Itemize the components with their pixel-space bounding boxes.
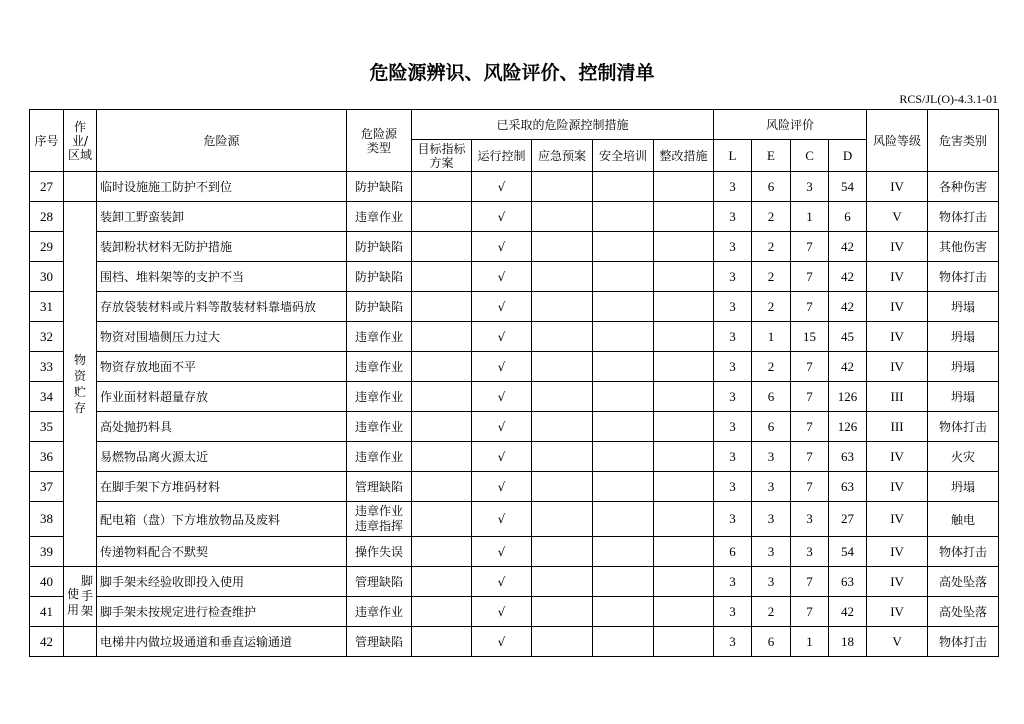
area-use-label: 使用 [66, 586, 79, 617]
E-cell: 3 [752, 472, 791, 502]
measure-fix-cell [654, 537, 714, 567]
hazard-cell: 配电箱（盘）下方堆放物品及废料 [97, 502, 347, 537]
measure-emergency-cell [532, 382, 593, 412]
table-row [30, 382, 999, 412]
measure-target-cell [412, 202, 472, 232]
table-row [30, 442, 999, 472]
measure-emergency-cell [532, 322, 593, 352]
D-cell: 126 [829, 382, 867, 412]
L-cell: 3 [714, 567, 752, 597]
level-cell: V [867, 627, 928, 657]
measure-training-cell [593, 412, 654, 442]
measure-training-cell [593, 442, 654, 472]
measure-fix-cell [654, 322, 714, 352]
L-cell: 3 [714, 597, 752, 627]
level-cell: IV [867, 442, 928, 472]
C-cell: 3 [791, 172, 829, 202]
measure-emergency-cell [532, 172, 593, 202]
type-line2: 违章指挥 [354, 519, 403, 533]
L-cell: 3 [714, 352, 752, 382]
category-cell: 物体打击 [928, 412, 999, 442]
measure-training-cell [593, 472, 654, 502]
D-cell: 42 [829, 262, 867, 292]
measure-training-cell [593, 567, 654, 597]
measure-run-check: √ [472, 537, 532, 567]
type-cell: 管理缺陷 [347, 472, 412, 502]
hazard-cell: 物资对围墙侧压力过大 [97, 322, 347, 352]
header-seq: 序号 [30, 110, 64, 172]
header-measure-emergency: 应急预案 [532, 140, 593, 172]
type-line1: 违章作业 [354, 504, 403, 518]
hazard-cell: 脚手架未按规定进行检查维护 [97, 597, 347, 627]
measure-training-cell [593, 382, 654, 412]
hazard-cell: 作业面材料超量存放 [97, 382, 347, 412]
row-number: 39 [30, 537, 64, 567]
E-cell: 6 [752, 627, 791, 657]
hazard-cell: 高处抛扔料具 [97, 412, 347, 442]
measure-run-check: √ [472, 627, 532, 657]
measure-target-cell [412, 352, 472, 382]
hazard-cell: 物资存放地面不平 [97, 352, 347, 382]
measure-run-check: √ [472, 597, 532, 627]
type-cell: 违章作业 [347, 442, 412, 472]
measure-fix-cell [654, 472, 714, 502]
type-cell: 违章作业 [347, 202, 412, 232]
category-cell: 火灾 [928, 442, 999, 472]
document-title: 危险源辨识、风险评价、控制清单 [369, 62, 655, 84]
row-number: 28 [30, 202, 64, 232]
table-row [30, 567, 999, 597]
type-cell: 管理缺陷 [347, 567, 412, 597]
area-scaffold-label: 脚手架 [80, 574, 93, 618]
L-cell: 3 [714, 502, 752, 537]
measure-run-check: √ [472, 292, 532, 322]
L-cell: 3 [714, 412, 752, 442]
table-row [30, 537, 999, 567]
measure-target-cell [412, 597, 472, 627]
category-cell: 坍塌 [928, 472, 999, 502]
table-row [30, 232, 999, 262]
header-measure-run: 运行控制 [472, 140, 532, 172]
category-cell: 其他伤害 [928, 232, 999, 262]
measure-training-cell [593, 597, 654, 627]
measure-training-cell [593, 292, 654, 322]
E-cell: 6 [752, 382, 791, 412]
measure-target-cell [412, 502, 472, 537]
measure-training-cell [593, 232, 654, 262]
level-cell: IV [867, 352, 928, 382]
measure-run-check: √ [472, 172, 532, 202]
header-C: C [791, 140, 829, 172]
measure-run-check: √ [472, 262, 532, 292]
measure-fix-cell [654, 262, 714, 292]
E-cell: 6 [752, 172, 791, 202]
row-number: 33 [30, 352, 64, 382]
header-E: E [752, 140, 791, 172]
row-number: 37 [30, 472, 64, 502]
C-cell: 7 [791, 292, 829, 322]
header-target-line1: 目标指标 [417, 141, 466, 156]
measure-emergency-cell [532, 537, 593, 567]
category-cell: 物体打击 [928, 202, 999, 232]
row-number: 31 [30, 292, 64, 322]
level-cell: IV [867, 537, 928, 567]
L-cell: 3 [714, 262, 752, 292]
D-cell: 45 [829, 322, 867, 352]
measure-run-check: √ [472, 502, 532, 537]
L-cell: 3 [714, 442, 752, 472]
table-row [30, 352, 999, 382]
type-cell: 违章作业 [347, 352, 412, 382]
measure-run-check: √ [472, 322, 532, 352]
area-use-scaffold [64, 567, 97, 627]
category-cell: 坍塌 [928, 292, 999, 322]
table-row [30, 292, 999, 322]
category-cell: 物体打击 [928, 262, 999, 292]
measure-training-cell [593, 502, 654, 537]
measure-training-cell [593, 262, 654, 292]
hazard-cell: 电梯井内做垃圾通道和垂直运输通道 [97, 627, 347, 657]
L-cell: 6 [714, 537, 752, 567]
C-cell: 7 [791, 472, 829, 502]
table-row [30, 502, 999, 537]
E-cell: 3 [752, 567, 791, 597]
hazard-cell: 装卸粉状材料无防护措施 [97, 232, 347, 262]
type-cell: 管理缺陷 [347, 627, 412, 657]
measure-fix-cell [654, 352, 714, 382]
measure-run-check: √ [472, 382, 532, 412]
type-cell: 违章作业 [347, 412, 412, 442]
category-cell: 坍塌 [928, 382, 999, 412]
type-cell: 操作失误 [347, 537, 412, 567]
measure-target-cell [412, 382, 472, 412]
measure-emergency-cell [532, 502, 593, 537]
header-measure-training: 安全培训 [593, 140, 654, 172]
row-number: 35 [30, 412, 64, 442]
header-level: 风险等级 [867, 110, 928, 172]
C-cell: 3 [791, 537, 829, 567]
measure-emergency-cell [532, 352, 593, 382]
D-cell: 63 [829, 567, 867, 597]
category-cell: 坍塌 [928, 352, 999, 382]
measure-target-cell [412, 537, 472, 567]
E-cell: 2 [752, 352, 791, 382]
measure-fix-cell [654, 382, 714, 412]
row-number: 36 [30, 442, 64, 472]
E-cell: 3 [752, 502, 791, 537]
C-cell: 7 [791, 442, 829, 472]
hazard-cell: 在脚手架下方堆码材料 [97, 472, 347, 502]
row-number: 27 [30, 172, 64, 202]
type-cell: 违章作业 [347, 382, 412, 412]
header-hazard: 危险源 [97, 110, 347, 172]
header-measures: 已采取的危险源控制措施 [412, 110, 714, 140]
measure-fix-cell [654, 597, 714, 627]
measure-run-check: √ [472, 567, 532, 597]
area-storage [64, 202, 97, 567]
header-type-line2: 类型 [366, 140, 391, 155]
measure-target-cell [412, 412, 472, 442]
C-cell: 15 [791, 322, 829, 352]
C-cell: 1 [791, 202, 829, 232]
D-cell: 27 [829, 502, 867, 537]
measure-emergency-cell [532, 567, 593, 597]
header-type [347, 110, 412, 172]
D-cell: 42 [829, 292, 867, 322]
hazard-cell: 传递物料配合不默契 [97, 537, 347, 567]
header-area-line2: 区域 [67, 147, 92, 162]
table-row [30, 172, 999, 202]
D-cell: 63 [829, 472, 867, 502]
measure-emergency-cell [532, 292, 593, 322]
C-cell: 7 [791, 597, 829, 627]
measure-training-cell [593, 627, 654, 657]
row-number: 29 [30, 232, 64, 262]
E-cell: 2 [752, 292, 791, 322]
measure-run-check: √ [472, 232, 532, 262]
category-cell: 物体打击 [928, 627, 999, 657]
C-cell: 3 [791, 502, 829, 537]
L-cell: 3 [714, 232, 752, 262]
measure-training-cell [593, 172, 654, 202]
level-cell: III [867, 382, 928, 412]
measure-target-cell [412, 232, 472, 262]
area-storage-label: 物资贮存 [73, 353, 86, 415]
E-cell: 2 [752, 597, 791, 627]
level-cell: IV [867, 172, 928, 202]
measure-fix-cell [654, 172, 714, 202]
measure-training-cell [593, 352, 654, 382]
D-cell: 126 [829, 412, 867, 442]
D-cell: 63 [829, 442, 867, 472]
level-cell: IV [867, 322, 928, 352]
type-cell: 违章作业 [347, 597, 412, 627]
level-cell: IV [867, 567, 928, 597]
level-cell: IV [867, 597, 928, 627]
D-cell: 42 [829, 232, 867, 262]
level-cell: IV [867, 472, 928, 502]
category-cell: 触电 [928, 502, 999, 537]
header-measure-fix: 整改措施 [654, 140, 714, 172]
C-cell: 7 [791, 352, 829, 382]
header-area [64, 110, 97, 172]
level-cell: III [867, 412, 928, 442]
measure-emergency-cell [532, 472, 593, 502]
row-number: 30 [30, 262, 64, 292]
hazard-cell: 脚手架未经验收即投入使用 [97, 567, 347, 597]
measure-fix-cell [654, 202, 714, 232]
level-cell: IV [867, 232, 928, 262]
D-cell: 42 [829, 352, 867, 382]
measure-emergency-cell [532, 232, 593, 262]
measure-target-cell [412, 472, 472, 502]
type-cell [347, 502, 412, 537]
measure-emergency-cell [532, 442, 593, 472]
level-cell: IV [867, 502, 928, 537]
E-cell: 3 [752, 442, 791, 472]
header-category: 危害类别 [928, 110, 999, 172]
C-cell: 1 [791, 627, 829, 657]
measure-fix-cell [654, 292, 714, 322]
measure-training-cell [593, 537, 654, 567]
D-cell: 54 [829, 537, 867, 567]
D-cell: 18 [829, 627, 867, 657]
level-cell: V [867, 202, 928, 232]
hazard-cell: 装卸工野蛮装卸 [97, 202, 347, 232]
category-cell: 高处坠落 [928, 567, 999, 597]
hazard-table [29, 109, 999, 657]
measure-fix-cell [654, 232, 714, 262]
E-cell: 6 [752, 412, 791, 442]
E-cell: 2 [752, 232, 791, 262]
L-cell: 3 [714, 472, 752, 502]
L-cell: 3 [714, 202, 752, 232]
D-cell: 54 [829, 172, 867, 202]
measure-target-cell [412, 627, 472, 657]
row-number: 40 [30, 567, 64, 597]
type-cell: 防护缺陷 [347, 262, 412, 292]
measure-fix-cell [654, 442, 714, 472]
C-cell: 7 [791, 262, 829, 292]
measure-emergency-cell [532, 597, 593, 627]
header-D: D [829, 140, 867, 172]
measure-run-check: √ [472, 442, 532, 472]
row-number: 41 [30, 597, 64, 627]
measure-target-cell [412, 262, 472, 292]
measure-training-cell [593, 322, 654, 352]
document-number: RCS/JL(O)-4.3.1-01 [899, 92, 998, 106]
L-cell: 3 [714, 322, 752, 352]
header-L: L [714, 140, 752, 172]
table-row [30, 412, 999, 442]
L-cell: 3 [714, 172, 752, 202]
measure-target-cell [412, 567, 472, 597]
row-number: 32 [30, 322, 64, 352]
C-cell: 7 [791, 412, 829, 442]
D-cell: 6 [829, 202, 867, 232]
level-cell: IV [867, 262, 928, 292]
measure-fix-cell [654, 567, 714, 597]
measure-run-check: √ [472, 352, 532, 382]
header-type-line1: 危险源 [360, 126, 397, 141]
C-cell: 7 [791, 567, 829, 597]
E-cell: 3 [752, 537, 791, 567]
measure-target-cell [412, 322, 472, 352]
category-cell: 物体打击 [928, 537, 999, 567]
measure-run-check: √ [472, 412, 532, 442]
header-area-line1: 作业/ [71, 119, 89, 148]
measure-emergency-cell [532, 202, 593, 232]
measure-run-check: √ [472, 472, 532, 502]
header-measure-target [412, 140, 472, 172]
type-cell: 防护缺陷 [347, 232, 412, 262]
E-cell: 1 [752, 322, 791, 352]
measure-run-check: √ [472, 202, 532, 232]
area-cell-empty [64, 627, 97, 657]
table-row [30, 472, 999, 502]
type-cell: 违章作业 [347, 322, 412, 352]
measure-fix-cell [654, 502, 714, 537]
type-cell: 防护缺陷 [347, 292, 412, 322]
category-cell: 坍塌 [928, 322, 999, 352]
row-number: 42 [30, 627, 64, 657]
hazard-cell: 存放袋装材料或片料等散装材料靠墙码放 [97, 292, 347, 322]
hazard-cell: 临时设施施工防护不到位 [97, 172, 347, 202]
header-risk-eval: 风险评价 [714, 110, 867, 140]
L-cell: 3 [714, 627, 752, 657]
level-cell: IV [867, 292, 928, 322]
E-cell: 2 [752, 262, 791, 292]
measure-emergency-cell [532, 627, 593, 657]
type-cell: 防护缺陷 [347, 172, 412, 202]
measure-target-cell [412, 292, 472, 322]
area-cell-empty [64, 172, 97, 202]
measure-fix-cell [654, 627, 714, 657]
table-row [30, 322, 999, 352]
category-cell: 高处坠落 [928, 597, 999, 627]
row-number: 34 [30, 382, 64, 412]
hazard-cell: 围档、堆料架等的支护不当 [97, 262, 347, 292]
L-cell: 3 [714, 382, 752, 412]
measure-emergency-cell [532, 262, 593, 292]
measure-target-cell [412, 442, 472, 472]
table-row [30, 627, 999, 657]
E-cell: 2 [752, 202, 791, 232]
category-cell: 各种伤害 [928, 172, 999, 202]
C-cell: 7 [791, 232, 829, 262]
L-cell: 3 [714, 292, 752, 322]
header-target-line2: 方案 [429, 155, 454, 170]
table-row [30, 597, 999, 627]
D-cell: 42 [829, 597, 867, 627]
table-row [30, 202, 999, 232]
measure-target-cell [412, 172, 472, 202]
row-number: 38 [30, 502, 64, 537]
measure-training-cell [593, 202, 654, 232]
measure-fix-cell [654, 412, 714, 442]
table-row [30, 262, 999, 292]
measure-emergency-cell [532, 412, 593, 442]
C-cell: 7 [791, 382, 829, 412]
hazard-cell: 易燃物品离火源太近 [97, 442, 347, 472]
